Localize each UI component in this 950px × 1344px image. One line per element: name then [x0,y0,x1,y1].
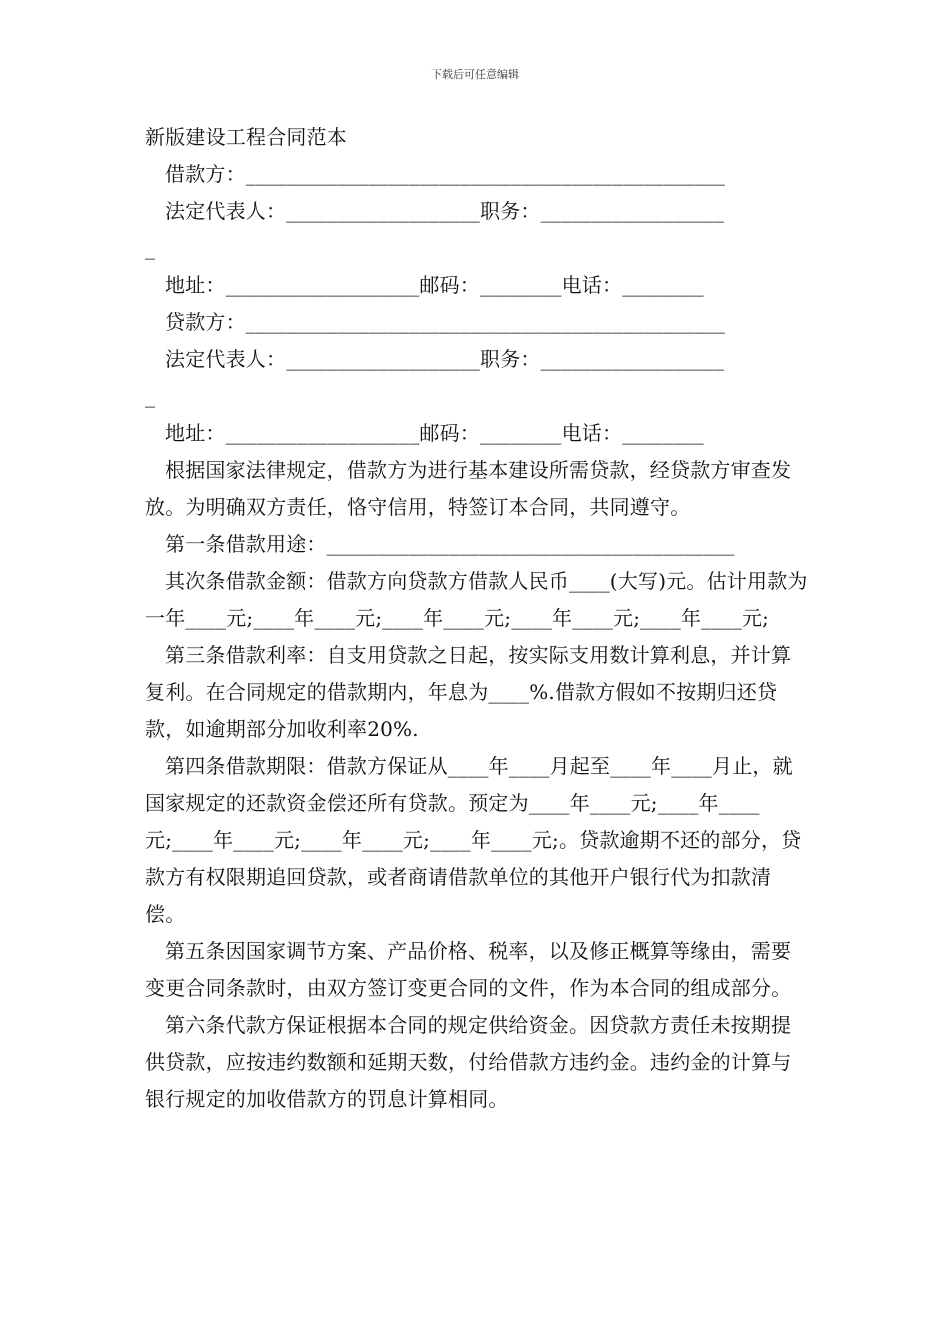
borrower-address-field: 地址：___________________邮码：________电话：________ [165,273,704,297]
lender-rep-field: 法定代表人：___________________职务：__________________ [165,347,725,371]
article-2: 其次条借款金额：借款方向贷款方借款人民币____(大写)元。估计用款为一年____元;____年____元;____年____元;____年____元;____年____元; [145,569,808,630]
borrower-field: 借款方：_______________________________________________ [165,162,726,186]
intro-paragraph: 根据国家法律规定，借款方为进行基本建设所需贷款，经贷款方审查发放。为明确双方责任，恪守信用，特签订本合同，共同遵守。 [145,458,792,519]
borrower-rep-continuation: _ [145,236,156,260]
document-body [145,119,811,1118]
article-4: 第四条借款期限：借款方保证从____年____月起至____年____月止，就国家规定的还款资金偿还所有贷款。预定为____年____元;____年____元;____年____元;____年____元;____年____元;。贷款逾期不还的部分，贷款方有权限期追回贷款，或者商请借款单位的其他开户银行代为扣款清偿。 [145,754,802,926]
article-6: 第六条代款方保证根据本合同的规定供给资金。因贷款方责任未按期提供贷款，应按违约数额和延期天数，付给借款方违约金。违约金的计算与银行规定的加收借款方的罚息计算相同。 [145,1013,792,1111]
lender-field: 贷款方：_______________________________________________ [165,310,726,334]
borrower-rep-field: 法定代表人：___________________职务：__________________ [165,199,725,223]
article-3: 第三条借款利率：自支用贷款之日起，按实际支用数计算利息，并计算复利。在合同规定的借款期内，年息为____%.借款方假如不按期归还贷款，如逾期部分加收利率20%. [145,643,792,741]
article-5: 第五条因国家调节方案、产品价格、税率，以及修正概算等缘由，需要变更合同条款时，由双方签订变更合同的文件，作为本合同的组成部分。 [145,939,792,1000]
document-title: 新版建设工程合同范本 [145,125,347,149]
lender-address-field: 地址：___________________邮码：________电话：________ [165,421,704,445]
article-1: 第一条借款用途：________________________________________ [165,532,735,556]
lender-rep-continuation: _ [145,384,156,408]
header-note: 下载后可任意编辑 [431,68,519,81]
